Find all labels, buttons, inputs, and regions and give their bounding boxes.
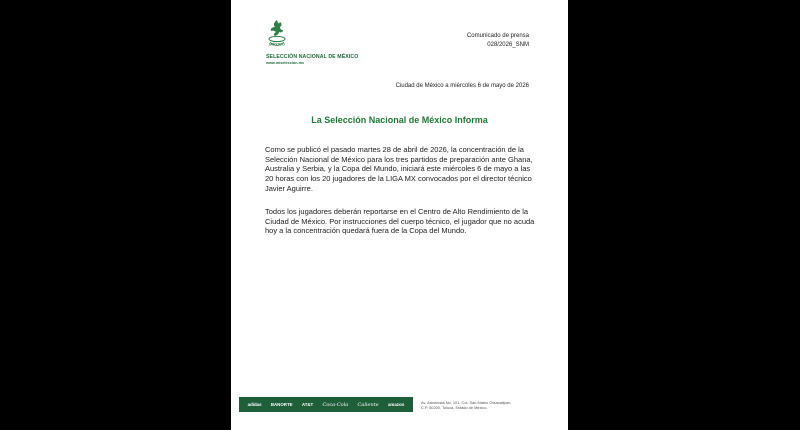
address-line-1: Av. Arboledas No. 101, Col. San Mateo Otzacatipan, [421, 400, 512, 405]
sponsor-logo-caliente: Caliente [357, 401, 379, 408]
crest-text: MÉXICO [269, 41, 285, 47]
press-release-page [231, 0, 568, 430]
sponsor-logo-banorte: BANORTE [270, 402, 293, 407]
federation-crest-logo [264, 18, 290, 50]
sponsor-logo-att: AT&T [301, 402, 314, 407]
brand-name: SELECCIÓN NACIONAL DE MÉXICO [266, 54, 359, 60]
document-title: La Selección Nacional de México Informa [311, 115, 488, 125]
body-paragraph-1: Como se publicó el pasado martes 28 de abril de 2026, la concentración de la Selección Nacional de México para los tres partidos de preparación ante Ghana, Australia y Serbia, y la Copa del Mundo, iniciará este miércoles 6 de mayo a las 20 horas con los 20 jugadores de la LIGA MX convocados por el director técnico Javier Aguirre. [265, 145, 533, 193]
dateline: Ciudad de México a miércoles 6 de mayo de 2026 [395, 83, 529, 89]
address-line-2: C.P. 50200, Toluca, Estado de México. [421, 405, 488, 410]
sponsor-logo-amazon: amazon [387, 402, 405, 407]
sponsor-logo-coca-cola: Coca-Cola [322, 401, 349, 408]
press-release-label: Comunicado de prensa [466, 33, 529, 39]
sponsor-band [239, 397, 413, 412]
press-release-code: 028/2026_SNM [487, 42, 529, 48]
body-paragraph-2: Todos los jugadores deberán reportarse en el Centro de Alto Rendimiento de la Ciudad de México. Por instrucciones del cuerpo técnico, el jugador que no acuda hoy a la concentración quedará fuera de la Copa del Mundo. [265, 207, 535, 236]
sponsor-logo-adidas: adidas [247, 402, 262, 407]
brand-url: www.miseleccion.mx [266, 61, 305, 65]
